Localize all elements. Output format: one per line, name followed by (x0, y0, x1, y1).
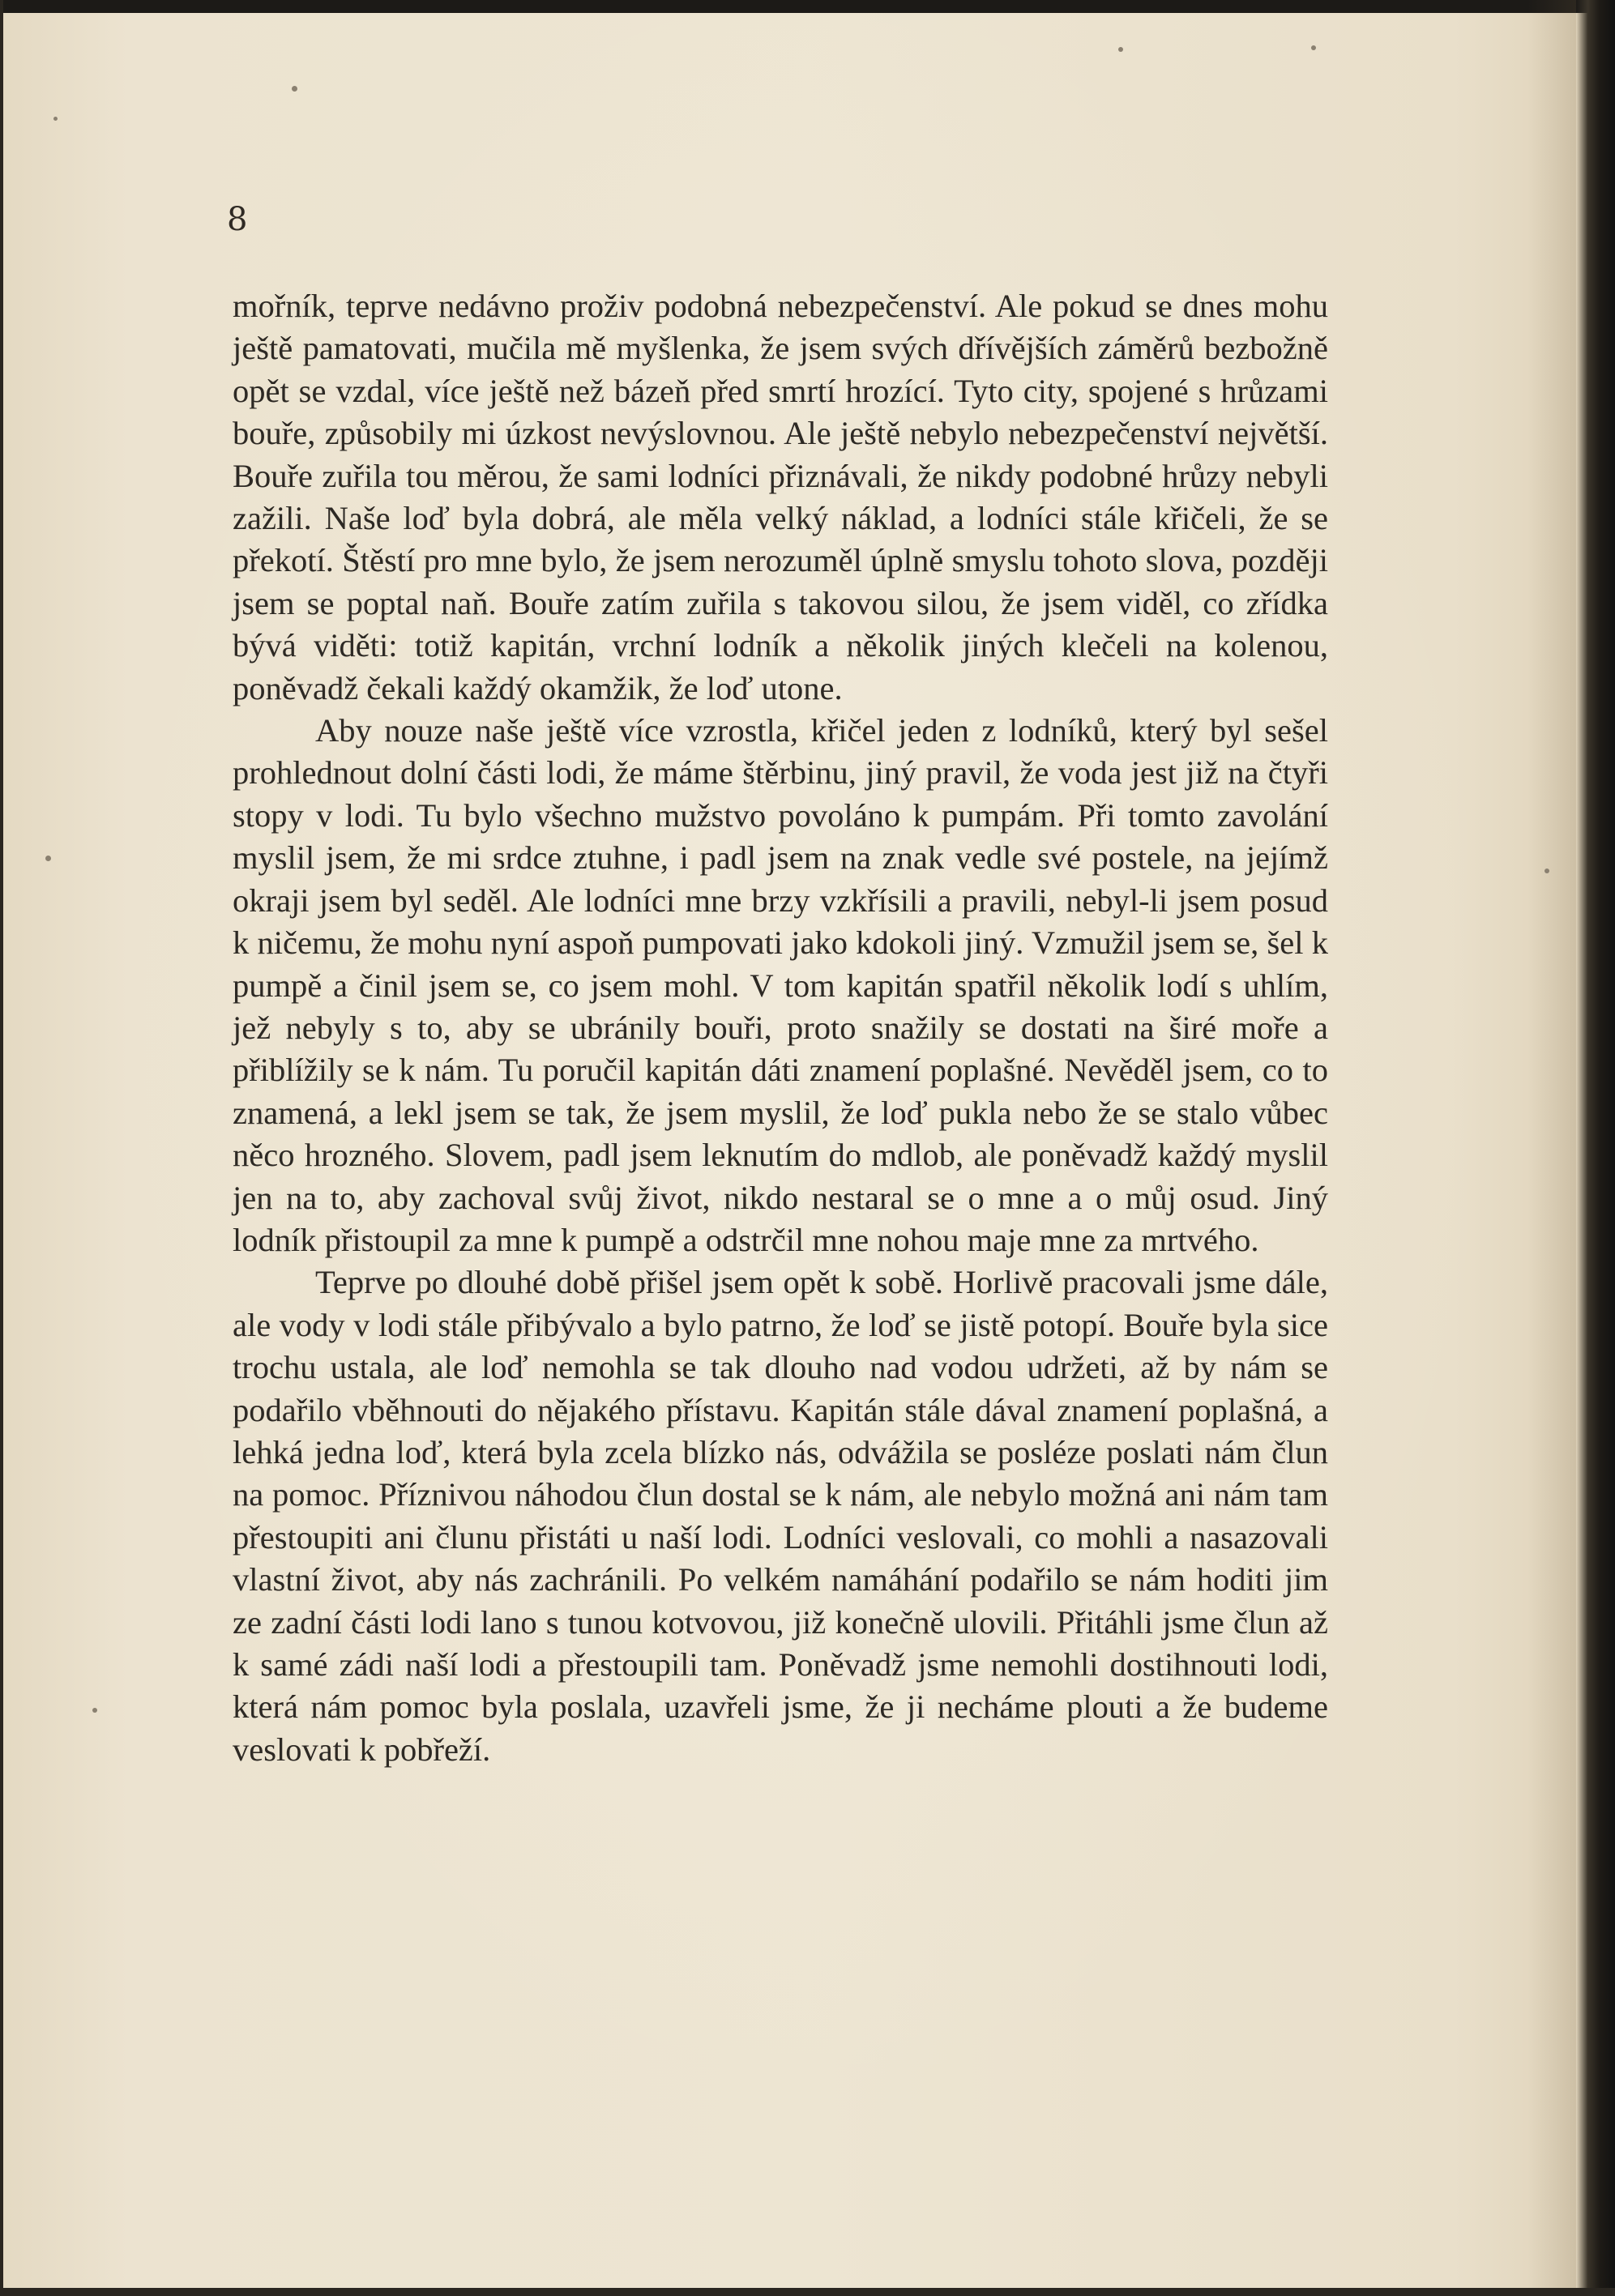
paragraph-1: mořník, teprve nedávno proživ podobná nebezpečenství. Ale pokud se dnes mohu ještě pamatovati, mučila mě myšlenka, že jsem svých dřívějších záměrů bezbožně opět se vzdal, více ještě než bázeň před smrtí hrozící. Tyto city, spojené s hrůzami bouře, způsobily mi úzkost nevýslovnou. Ale ještě nebylo nebezpečenství největší. Bouře zuřila tou měrou, že sami lodníci přiznávali, že nikdy podobné hrůzy nebyli zažili. Naše loď byla dobrá, ale měla velký náklad, a lodníci stále křičeli, že se překotí. Štěstí pro mne bylo, že jsem nerozuměl úplně smyslu tohoto slova, později jsem se poptal naň. Bouře zatím zuřila s takovou silou, že jsem viděl, co zřídka bývá viděti: totiž kapitán, vrchní lodník a několik jiných klečeli na kolenou, poněvadž čekali každý okamžik, že loď utone. (233, 288, 1328, 706)
paragraph-3: Teprve po dlouhé době přišel jsem opět k sobě. Horlivě pracovali jsme dále, ale vody v lodi stále přibývalo a bylo patrno, že loď se jistě potopí. Bouře byla sice trochu ustala, ale loď nemohla se tak dlouho nad vodou udržeti, až by nám se podařilo vběhnouti do nějakého přístavu. Kapitán stále dával znamení poplašná, a lehká jedna loď, která byla zcela blízko nás, odvážila se posléze poslati nám člun na pomoc. Příznivou náhodou člun dostal se k nám, ale nebylo možná ani nám tam přestoupiti ani člunu přistáti u naší lodi. Lodníci veslovali, co mohli a nasazovali vlastní život, aby nás zachránili. Po velkém namáhání podařilo se nám hoditi jim ze zadní části lodi lano s tunou kotvovou, již konečně ulovili. Přitáhli jsme člun až k samé zádi naší lodi a přestoupili tam. Poněvadž jsme nemohli dostihnouti lodi, která nám pomoc byla poslala, uzavřeli jsme, že ji necháme plouti a že budeme veslovati k pobřeží. (233, 1264, 1328, 1768)
book-binding (1576, 0, 1615, 2296)
page-number: 8 (227, 201, 248, 238)
paragraph-2: Aby nouze naše ještě více vzrostla, křičel jeden z lodníků, který byl sešel prohlednout dolní části lodi, že máme štěrbinu, jiný pravil, že voda jest již na čtyři stopy v lodi. Tu bylo všechno mužstvo povoláno k pumpám. Při tomto zavolání myslil jsem, že mi srdce ztuhne, i padl jsem na znak vedle své postele, na jejímž okraji jsem byl seděl. Ale lodníci mne brzy vzkřísili a pravili, nebyl-li jsem posud k ničemu, že mohu nyní aspoň pumpovati jako kdokoli jiný. Vzmužil jsem se, šel k pumpě a činil jsem se, co jsem mohl. V tom kapitán spatřil několik lodí s uhlím, jež nebyly s to, aby se ubránily bouři, proto snažily se dostati na širé moře a přiblížily se k nám. Tu poručil kapitán dáti znamení poplašné. Nevěděl jsem, co to znamená, a lekl jsem se tak, že jsem myslil, že loď pukla nebo že se stalo vůbec něco hrozného. Slovem, padl jsem leknutím do mdlob, ale poněvadž každý myslil jen na to, aby zachoval svůj život, nikdo nestaral se o mne a o můj osud. Jiný lodník přistoupil za mne k pumpě a odstrčil mne nohou maje mne za mrtvého. (233, 712, 1328, 1258)
paper-speck (92, 1708, 97, 1713)
scan-top-edge (0, 0, 1615, 13)
body-text (233, 285, 1328, 1771)
scan-bottom-edge (0, 2288, 1615, 2296)
paper-speck (292, 86, 297, 92)
scan-left-edge (0, 0, 3, 2296)
paper-speck (1545, 868, 1549, 873)
binding-shadow (1527, 0, 1576, 2296)
paper-speck (1118, 47, 1123, 52)
paper-speck (53, 117, 58, 121)
paper-speck (45, 856, 51, 861)
paper-speck (1311, 45, 1316, 50)
